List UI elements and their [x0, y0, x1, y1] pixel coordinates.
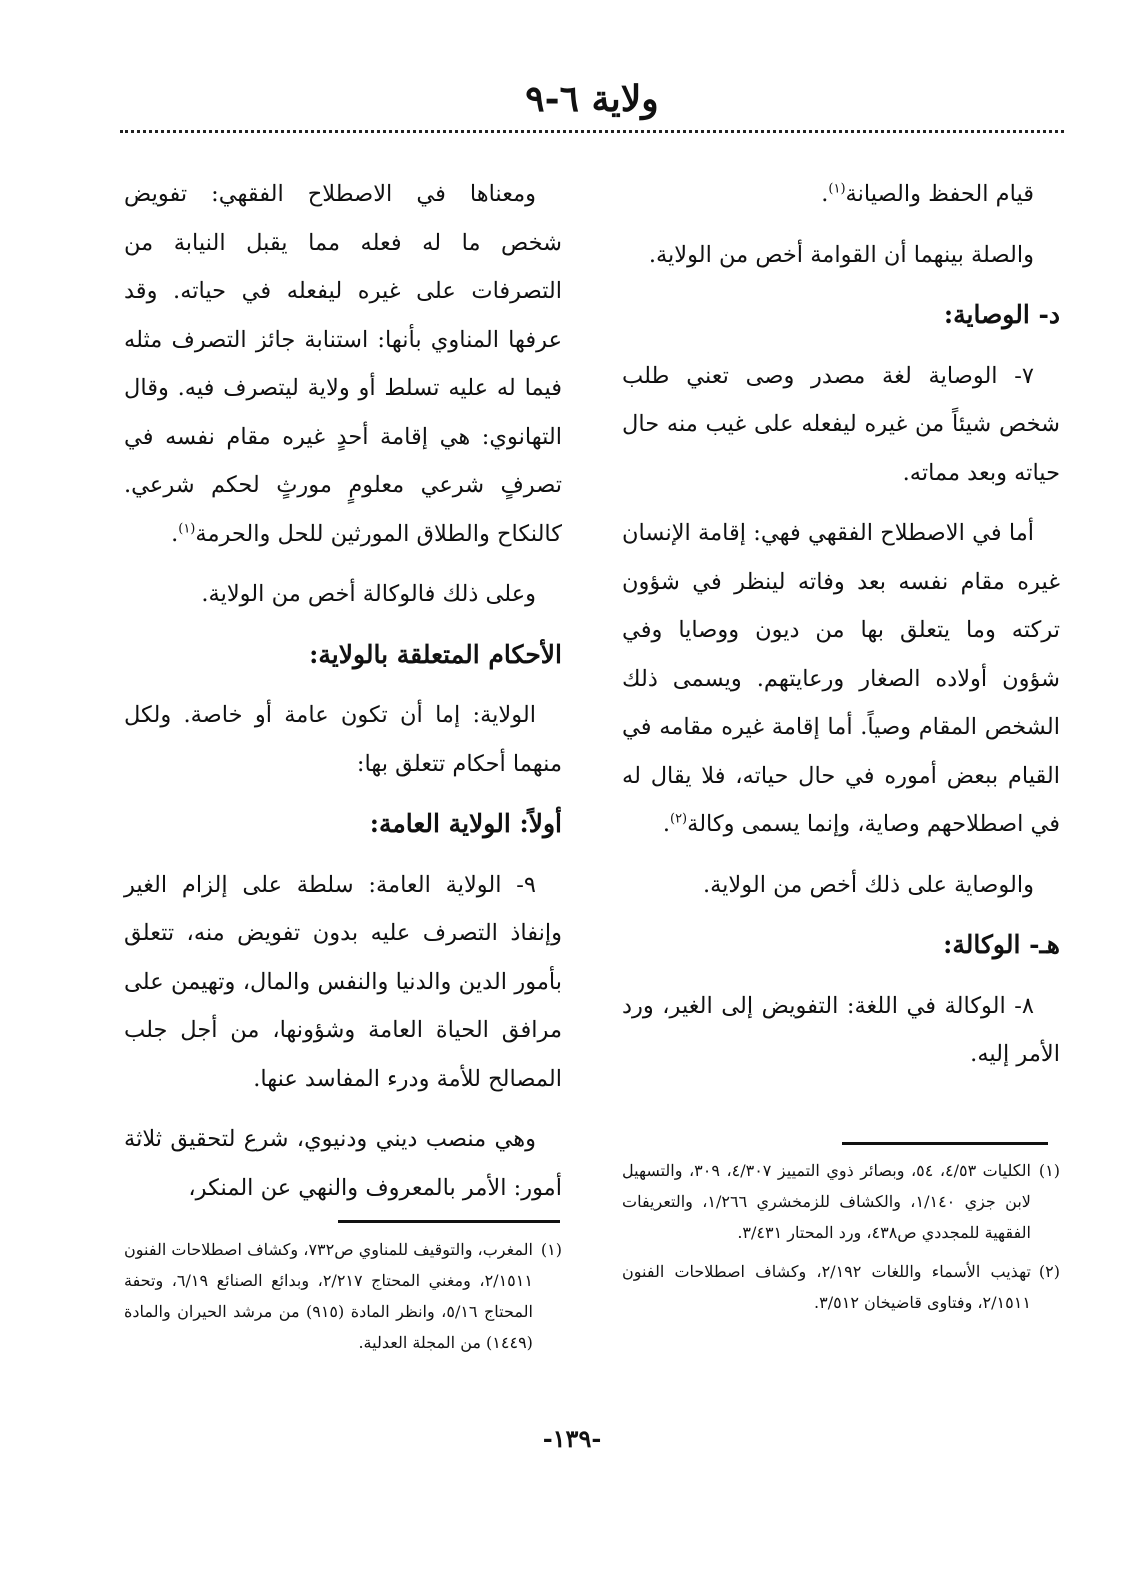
right-footnotes — [622, 1155, 1060, 1326]
footnote-text: الكليات ٤/٥٣، ٥٤، وبصائر ذوي التمييز ٤/٣٠٧، ٣٠٩، والتسهيل لابن جزي ١/١٤٠، والكشاف للزمخشري ١/٢٦٦، والتعريفات الفقهية للمجددي ص٤٣٨، ورد المحتار ٣/٤٣١. — [622, 1161, 1031, 1242]
footnote-number: (١) — [540, 1240, 562, 1259]
paragraph: وعلى ذلك فالوكالة أخص من الولاية. — [201, 581, 536, 607]
page-number: -١٣٩- — [542, 1424, 602, 1453]
paragraph: قيام الحفظ والصيانة$^{(١)}$. — [821, 181, 1034, 207]
running-header: ولاية ٦-٩ — [525, 78, 659, 120]
paragraph: ٨- الوكالة في اللغة: التفويض إلى الغير، ورد الأمر إليه. — [622, 992, 1060, 1067]
footnote-text: المغرب، والتوقيف للمناوي ص٧٣٢، وكشاف اصطلاحات الفنون ٢/١٥١١، ومغني المحتاج ٢/٢١٧، وبدائع الصنائع ٦/١٩، وتحفة المحتاج ٥/١٦، وانظر المادة (٩١٥) من مرشد الحيران والمادة (١٤٤٩) من المجلة العدلية. — [124, 1240, 533, 1352]
paragraph: أما في الاصطلاح الفقهي فهي: إقامة الإنسان غيره مقام نفسه بعد وفاته لينظر في شؤون تركته وما يتعلق بها من ديون ووصايا وفي شؤون أولاده الصغار ورعايتهم. ويسمى ذلك الشخص المقام وصياً. أما إقامة غيره مقامه في القيام ببعض أموره في حال حياته، فلا يقال له في اصطلاحهم وصاية، وإنما يسمى وكالة$^{(٢)}$. — [622, 520, 1060, 837]
right-column — [622, 170, 1060, 1091]
paragraph: ٧- الوصاية لغة مصدر وصى تعني طلب شخص شيئاً من غيره ليفعله على غيب منه حال حياته وبعد مماته. — [622, 362, 1060, 486]
footnote-ref: (١) — [178, 521, 196, 536]
section-heading: هـ- الوكالة: — [943, 930, 1060, 959]
footnote-text: تهذيب الأسماء واللغات ٢/١٩٢، وكشاف اصطلاحات الفنون ٢/١٥١١، وفتاوى قاضيخان ٣/٥١٢. — [622, 1262, 1031, 1312]
section-heading: د- الوصاية: — [943, 300, 1060, 329]
footnote-divider — [338, 1220, 560, 1223]
footnote-ref: (١) — [828, 181, 846, 197]
footnote-divider — [842, 1142, 1048, 1145]
paragraph: ومعناها في الاصطلاح الفقهي: تفويض شخص ما له فعله مما يقبل النيابة من التصرفات على غيره ليفعله في حياته. وقد عرفها المناوي بأنها: استنابة جائز التصرف مثله فيما له عليه تسلط أو ولاية ليتصرف فيه. وقال التهانوي: هي إقامة أحدٍ غيره مقام نفسه في تصرفٍ شرعي معلومٍ مورثٍ لحكم شرعي. كالنكاح والطلاق المورثين للحل والحرمة$^{(١)}$. — [124, 181, 562, 547]
footnote — [622, 1256, 1060, 1318]
footnote — [622, 1155, 1060, 1248]
section-heading: أولاً: الولاية العامة: — [369, 809, 562, 838]
paragraph: ٩- الولاية العامة: سلطة على إلزام الغير وإنفاذ التصرف عليه بدون تفويض منه، تتعلق بأمور الدين والدنيا والنفس والمال، وتهيمن على مرافق الحياة العامة وشؤونها، من أجل جلب المصالح للأمة ودرء المفاسد عنها. — [124, 871, 562, 1092]
footnote-number: (١) — [1038, 1161, 1060, 1180]
left-footnotes — [124, 1234, 562, 1366]
paragraph: وهي منصب ديني ودنيوي، شرع لتحقيق ثلاثة أمور: الأمر بالمعروف والنهي عن المنكر، — [124, 1126, 562, 1201]
footnote-ref: (٢) — [669, 811, 688, 827]
paragraph: الولاية: إما أن تكون عامة أو خاصة. ولكل منهما أحكام تتعلق بها: — [124, 702, 562, 777]
footnote-number: (٢) — [1038, 1262, 1060, 1281]
section-heading: الأحكام المتعلقة بالولاية: — [309, 639, 562, 669]
paragraph: والوصاية على ذلك أخص من الولاية. — [702, 871, 1034, 898]
header-dotted-rule — [120, 130, 1064, 133]
paragraph: والصلة بينهما أن القوامة أخص من الولاية. — [648, 241, 1034, 268]
footnote — [124, 1234, 562, 1358]
left-column — [124, 170, 562, 1224]
